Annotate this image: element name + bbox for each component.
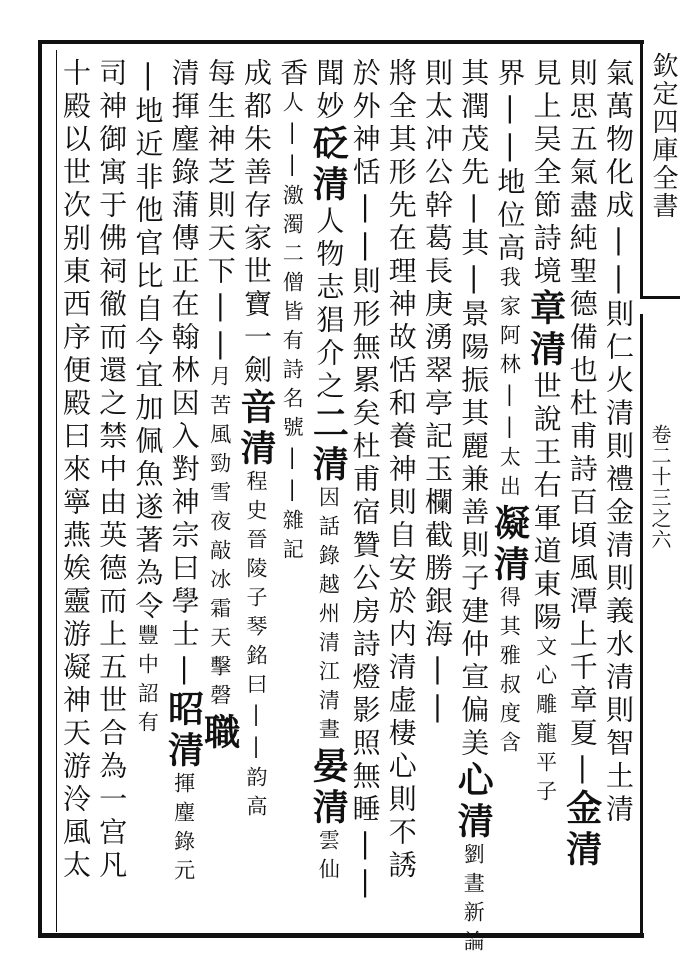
text-column (453, 58, 493, 959)
entry-heading: 心清 (452, 761, 495, 843)
text-column (489, 58, 529, 760)
column-text: 於外神恬||則形無累矣杜甫宿贊公房詩燈影照無睡|| (348, 58, 382, 903)
entry-heading: 二清 (307, 404, 350, 486)
column-text: 人物志猖介之 (312, 206, 346, 404)
column-text: 成都朱善存家世寶一劍 (240, 58, 273, 388)
text-column (200, 58, 240, 754)
entry-heading: 章清 (524, 289, 567, 371)
text-column (417, 58, 457, 728)
column-text: 香 (276, 58, 310, 91)
annotation-text: 雲仙 (316, 829, 341, 887)
annotation-text: 程史晉陵子琴銘曰||韵高 (244, 470, 268, 824)
annotation-text: 得其雅叔度含 (497, 586, 522, 760)
text-column (526, 58, 566, 809)
text-column (598, 58, 638, 827)
text-column (164, 58, 204, 888)
column-text: 揮麈錄蒲傳正在翰林因入對神宗曰學士| (167, 91, 201, 690)
annotation-text: 月苦風勁雪夜敲冰霜天擊磬 (207, 365, 232, 713)
text-column (55, 58, 95, 883)
text-column (272, 58, 312, 567)
annotation-text: 劉晝新論 (461, 843, 486, 959)
volume-label: 卷二十三之六 (648, 424, 672, 550)
text-column (127, 58, 167, 740)
entry-heading: 職 (198, 713, 241, 754)
column-text: |地近非他官比自今宜加佩魚遂著為令 (131, 58, 165, 624)
text-column (308, 58, 348, 887)
entry-heading: 音清 (235, 388, 277, 470)
annotation-text: 人||激濁 (280, 91, 305, 242)
column-text: 司神御寓于佛祠徹而還之禁中由英德而上五世合為一宫凡 (95, 58, 129, 883)
entry-heading: 晏清 (307, 747, 350, 829)
text-column (562, 58, 602, 871)
entry-heading: 金清 (560, 789, 603, 871)
column-text: 世說王右軍道東陽 (529, 371, 563, 635)
text-column (236, 58, 276, 824)
column-text: 其潤茂先|其|景陽振其麗兼善則子建仲宣偏美 (457, 58, 491, 761)
column-text: 聞妙 (312, 58, 346, 124)
spine-title: 欽定四庫全書 (648, 52, 678, 220)
column-text: 清 (167, 58, 201, 91)
entry-heading: 砭清 (307, 124, 350, 206)
column-text: 則思五氣盡純聖德備也杜甫詩百頃風潭上千章夏| (565, 58, 599, 789)
book-spine (640, 44, 680, 938)
text-column (345, 58, 385, 903)
column-text: 則太冲公幹葛長庚湧翠亭記玉欄截勝銀海|| (421, 58, 454, 728)
text-column (381, 58, 421, 883)
column-text: 界||地位高 (493, 58, 527, 266)
annotation-text: 豐中詔有 (135, 624, 160, 740)
column-text: 每生神芝則天下|| (203, 58, 237, 365)
column-text: 將全其形先在理神故恬和養神則自安於内清虚棲心則不誘 (384, 58, 418, 883)
text-column (91, 58, 131, 883)
annotation-text: 我家阿林||太出 (497, 266, 522, 504)
entry-heading: 凝清 (488, 504, 531, 586)
annotation-text: 二僧皆有詩名號|| (280, 242, 305, 509)
annotation-text: 因話錄越州清江清晝 (316, 486, 341, 747)
column-text: 氣萬物化成||則仁火清則禮金清則義水清則智土清 (602, 58, 635, 827)
spine-rule (640, 314, 643, 934)
annotation-text: 雜記 (280, 509, 305, 567)
column-text: 十殿以世次别東西序便殿曰來寧燕娭靈游凝神天游泠風太 (59, 58, 92, 883)
annotation-text: 揮麈錄元 (171, 772, 196, 888)
entry-heading: 昭清 (162, 690, 205, 772)
annotation-text: 文心雕龍平子 (533, 635, 558, 809)
column-text: 見上吴全節詩境 (529, 58, 563, 289)
